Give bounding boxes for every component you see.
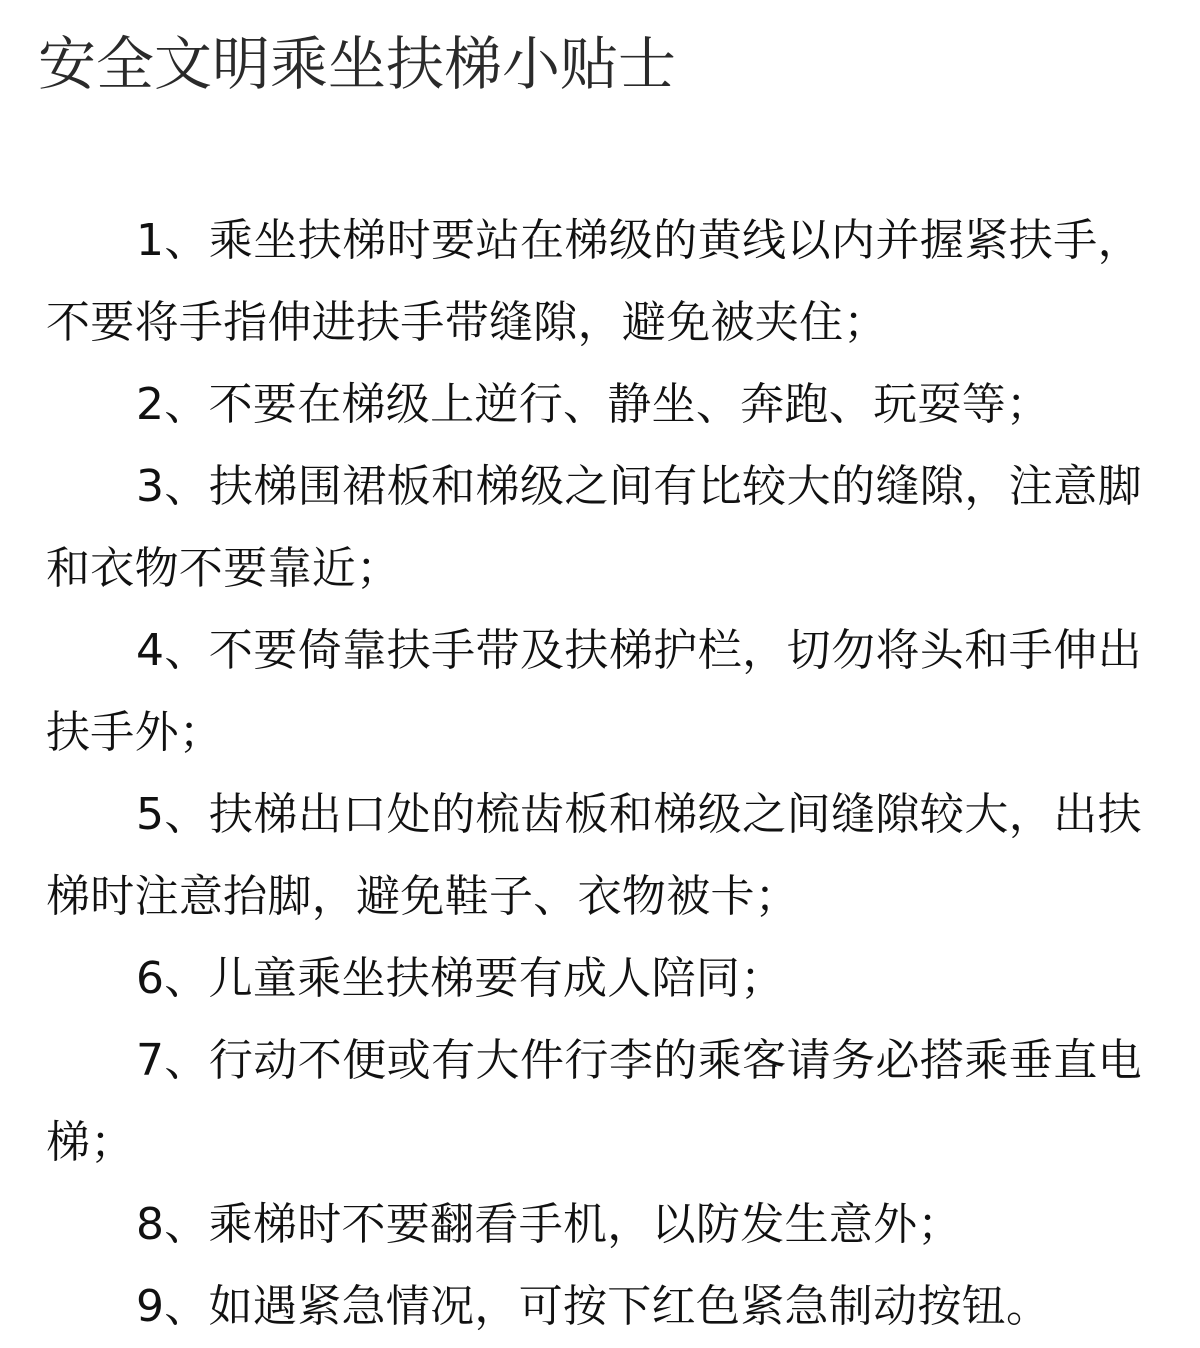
tip-item-6: 6、儿童乘坐扶梯要有成人陪同；	[136, 953, 785, 1004]
tip-item-8: 8、乘梯时不要翻看手机，以防发生意外；	[136, 1199, 962, 1250]
page-title: 安全文明乘坐扶梯小贴士	[38, 30, 677, 98]
tip-item-5: 5、扶梯出口处的梳齿板和梯级之间缝隙较大，出扶梯时注意抬脚，避免鞋子、衣物被卡；	[46, 789, 1142, 922]
tip-item-1: 1、乘坐扶梯时要站在梯级的黄线以内并握紧扶手，不要将手指伸进扶手带缝隙，避免被夹住；	[46, 215, 1142, 348]
tip-item-7: 7、行动不便或有大件行李的乘客请务必搭乘垂直电梯；	[46, 1035, 1142, 1168]
tip-item-3: 3、扶梯围裙板和梯级之间有比较大的缝隙，注意脚和衣物不要靠近；	[46, 461, 1142, 594]
tips-list	[46, 200, 1142, 1348]
tip-item-9: 9、如遇紧急情况，可按下红色紧急制动按钮。	[136, 1281, 1051, 1332]
tip-item-4: 4、不要倚靠扶手带及扶梯护栏，切勿将头和手伸出扶手外；	[46, 625, 1142, 758]
tip-item-2: 2、不要在梯级上逆行、静坐、奔跑、玩耍等；	[136, 379, 1051, 430]
